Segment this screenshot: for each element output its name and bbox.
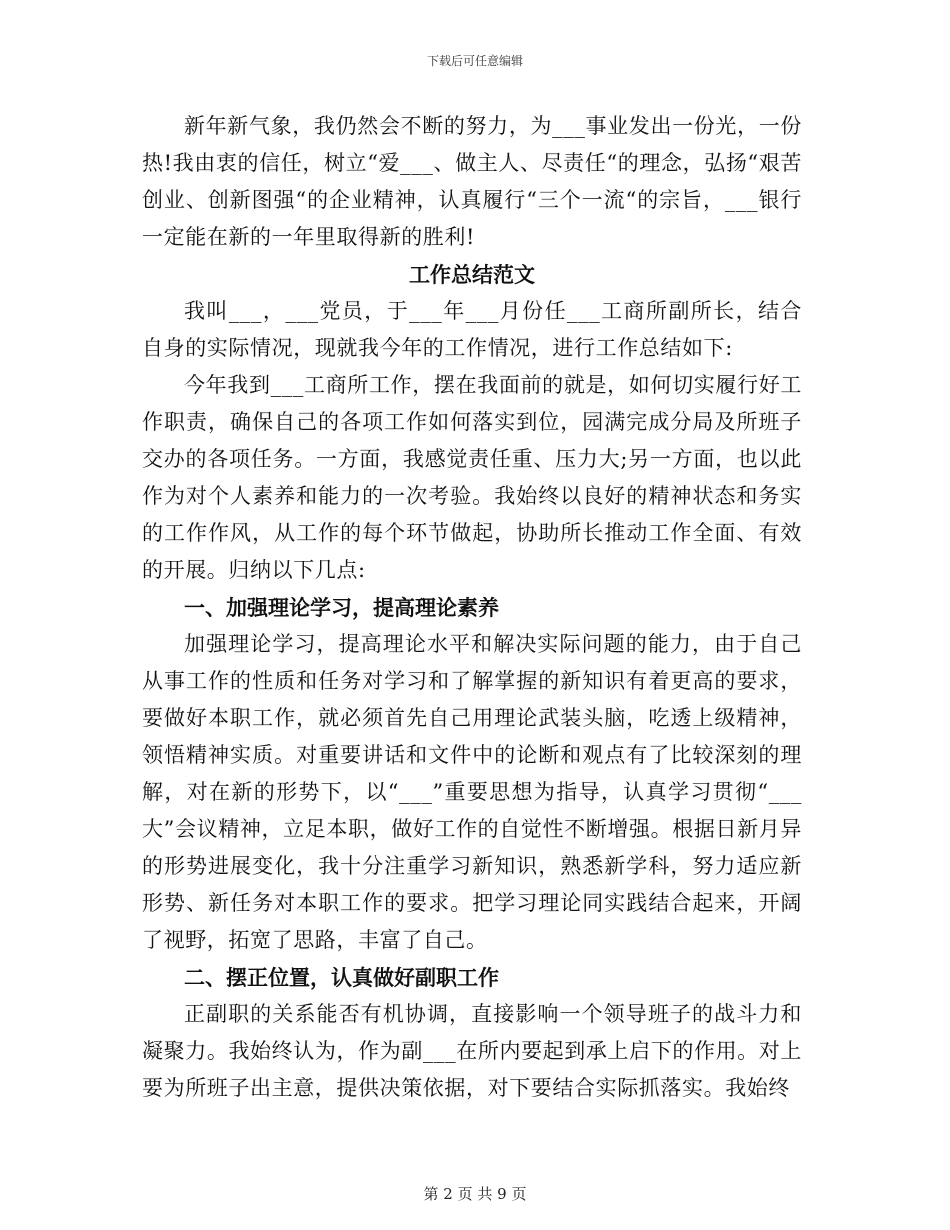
paragraph-deputy-role: 正副职的关系能否有机协调，直接影响一个领导班子的战斗力和凝聚力。我始终认为，作为副___在所内要起到承上启下的作用。对上要为所班子出主意，提供决策依据，对下要结合实际抓落实。我始终 — [142, 1002, 802, 1100]
paragraph-overview: 今年我到___工商所工作，摆在我面前的就是，如何切实履行好工作职责，确保自己的各项工作如何落实到位，园满完成分局及所班子交办的各项任务。一方面，我感觉责任重、压力大;另一方面，也以此作为对个人素养和能力的一次考验。我始终以良好的精神状态和务实的工作作风，从工作的每个环节做起，协助所长推动工作全面、有效的开展。归纳以下几点: — [142, 373, 802, 582]
section-heading-1: 一、加强理论学习，提高理论素养 — [184, 595, 499, 620]
section-heading-2: 二、摆正位置，认真做好副职工作 — [184, 965, 499, 990]
paragraph-intro: 新年新气象，我仍然会不断的努力，为___事业发出一份光，一份热!我由衷的信任，树立“爱___、做主人、尽责任“的理念，弘扬“艰苦创业、创新图强“的企业精神，认真履行“三个一流“的宗旨，___银行一定能在新的一年里取得新的胜利! — [142, 114, 802, 249]
page-header: 下载后可任意编辑 — [426, 54, 523, 68]
paragraph-self-intro: 我叫___，___党员，于___年___月份任___工商所副所长，结合自身的实际情况，现就我今年的工作情况，进行工作总结如下: — [142, 299, 802, 360]
document-body — [142, 108, 802, 1107]
paragraph-theory-study: 加强理论学习，提高理论水平和解决实际问题的能力，由于自己从事工作的性质和任务对学习和了解掌握的新知识有着更高的要求，要做好本职工作，就必须首先自己用理论武装头脑，吃透上级精神，领悟精神实质。对重要讲话和文件中的论断和观点有了比较深刻的理解，对在新的形势下，以“___”重要思想为指导，认真学习贯彻“___大”会议精神，立足本职，做好工作的自觉性不断增强。根据日新月异的形势进展变化，我十分注重学习新知识，熟悉新学科，努力适应新形势、新任务对本职工作的要求。把学习理论同实践结合起来，开阔了视野，拓宽了思路，丰富了自己。 — [142, 632, 802, 952]
page-footer: 第 2 页 共 9 页 — [423, 1185, 527, 1203]
document-title: 工作总结范文 — [409, 262, 535, 287]
